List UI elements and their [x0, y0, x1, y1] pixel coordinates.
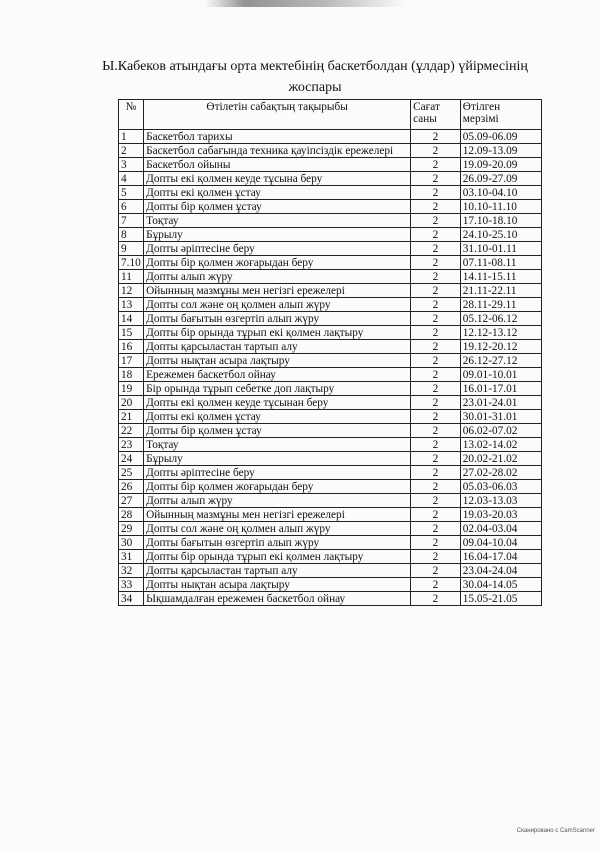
row-hours: 2 — [411, 354, 461, 368]
row-date: 16.04-17.04 — [460, 550, 541, 564]
table-row — [119, 298, 542, 312]
row-number: 22 — [119, 424, 144, 438]
row-number: 13 — [119, 298, 144, 312]
plan-table-body — [119, 130, 542, 606]
row-topic: Допты бір қолмен жоғарыдан беру — [144, 480, 411, 494]
row-hours: 2 — [411, 186, 461, 200]
row-date: 31.10-01.11 — [460, 242, 541, 256]
row-number: 18 — [119, 368, 144, 382]
table-row — [119, 494, 542, 508]
row-number: 15 — [119, 326, 144, 340]
row-hours: 2 — [411, 130, 461, 144]
table-row — [119, 354, 542, 368]
table-row — [119, 144, 542, 158]
row-date: 05.03-06.03 — [460, 480, 541, 494]
table-row — [119, 130, 542, 144]
header-topic — [144, 100, 411, 130]
table-row — [119, 536, 542, 550]
row-topic: Тоқтау — [144, 214, 411, 228]
row-topic: Баскетбол тарихы — [144, 130, 411, 144]
row-hours: 2 — [411, 466, 461, 480]
row-hours: 2 — [411, 214, 461, 228]
row-topic: Допты әріптесіне беру — [144, 242, 411, 256]
row-number: 32 — [119, 564, 144, 578]
plan-table — [118, 99, 542, 606]
row-hours: 2 — [411, 340, 461, 354]
row-number: 21 — [119, 410, 144, 424]
header-topic-label: Өтілетін сабақтың тақырыбы — [206, 101, 348, 113]
header-number: № — [119, 100, 144, 130]
row-number: 3 — [119, 158, 144, 172]
row-date: 30.01-31.01 — [460, 410, 541, 424]
scan-edge-smudge — [205, 0, 405, 7]
scanner-watermark: Сканировано с CamScanner — [516, 828, 595, 834]
table-row — [119, 340, 542, 354]
row-date: 17.10-18.10 — [460, 214, 541, 228]
row-number: 1 — [119, 130, 144, 144]
row-date: 26.09-27.09 — [460, 172, 541, 186]
row-date: 12.09-13.09 — [460, 144, 541, 158]
row-hours: 2 — [411, 200, 461, 214]
row-topic: Допты бір орында тұрып екі қолмен лақтыру — [144, 550, 411, 564]
row-topic: Допты бір қолмен ұстау — [144, 424, 411, 438]
title-line-2: жоспары — [288, 80, 342, 95]
row-hours: 2 — [411, 270, 461, 284]
row-topic: Допты қарсыластан тартып алу — [144, 564, 411, 578]
row-date: 21.11-22.11 — [460, 284, 541, 298]
row-hours: 2 — [411, 284, 461, 298]
row-number: 4 — [119, 172, 144, 186]
row-date: 19.03-20.03 — [460, 508, 541, 522]
document-title — [95, 56, 535, 98]
row-topic: Ойынның мазмұны мен негізгі ережелері — [144, 284, 411, 298]
row-topic: Допты қарсыластан тартып алу — [144, 340, 411, 354]
table-row — [119, 158, 542, 172]
table-row — [119, 480, 542, 494]
row-date: 06.02-07.02 — [460, 424, 541, 438]
row-number: 31 — [119, 550, 144, 564]
table-row — [119, 550, 542, 564]
header-hours-line-2: саны — [413, 113, 437, 125]
row-topic: Бұрылу — [144, 452, 411, 466]
row-date: 09.01-10.01 — [460, 368, 541, 382]
row-number: 7.10 — [119, 256, 144, 270]
row-number: 7 — [119, 214, 144, 228]
row-number: 30 — [119, 536, 144, 550]
row-date: 05.12-06.12 — [460, 312, 541, 326]
row-number: 14 — [119, 312, 144, 326]
row-topic: Ықшамдалған ережемен баскетбол ойнау — [144, 592, 411, 606]
row-date: 19.12-20.12 — [460, 340, 541, 354]
row-hours: 2 — [411, 298, 461, 312]
row-number: 27 — [119, 494, 144, 508]
row-number: 26 — [119, 480, 144, 494]
row-hours: 2 — [411, 536, 461, 550]
table-row — [119, 368, 542, 382]
header-date — [460, 100, 541, 130]
row-number: 8 — [119, 228, 144, 242]
row-topic: Допты нықтан асыра лақтыру — [144, 578, 411, 592]
header-hours — [411, 100, 461, 130]
row-number: 16 — [119, 340, 144, 354]
row-hours: 2 — [411, 550, 461, 564]
row-number: 5 — [119, 186, 144, 200]
row-hours: 2 — [411, 396, 461, 410]
row-date: 28.11-29.11 — [460, 298, 541, 312]
row-topic: Баскетбол сабағында техника қауіпсіздік ережелері — [144, 144, 411, 158]
row-date: 07.11-08.11 — [460, 256, 541, 270]
row-date: 05.09-06.09 — [460, 130, 541, 144]
row-hours: 2 — [411, 368, 461, 382]
row-number: 2 — [119, 144, 144, 158]
table-row — [119, 270, 542, 284]
row-topic: Бір орында тұрып себетке доп лақтыру — [144, 382, 411, 396]
header-hours-line-1: Сағат — [413, 101, 440, 113]
row-date: 23.04-24.04 — [460, 564, 541, 578]
row-topic: Ойынның мазмұны мен негізгі ережелері — [144, 508, 411, 522]
row-topic: Допты әріптесіне беру — [144, 466, 411, 480]
row-topic: Допты алып жүру — [144, 270, 411, 284]
row-date: 26.12-27.12 — [460, 354, 541, 368]
row-date: 30.04-14.05 — [460, 578, 541, 592]
row-hours: 2 — [411, 424, 461, 438]
table-row — [119, 312, 542, 326]
row-topic: Допты бір қолмен ұстау — [144, 200, 411, 214]
row-topic: Допты екі қолмен ұстау — [144, 186, 411, 200]
table-header-row — [119, 100, 542, 130]
table-row — [119, 508, 542, 522]
row-hours: 2 — [411, 494, 461, 508]
row-topic: Ережемен баскетбол ойнау — [144, 368, 411, 382]
row-date: 27.02-28.02 — [460, 466, 541, 480]
row-date: 20.02-21.02 — [460, 452, 541, 466]
row-hours: 2 — [411, 242, 461, 256]
row-hours: 2 — [411, 382, 461, 396]
row-topic: Допты сол және оң қолмен алып жүру — [144, 298, 411, 312]
row-hours: 2 — [411, 564, 461, 578]
row-hours: 2 — [411, 592, 461, 606]
row-number: 17 — [119, 354, 144, 368]
header-date-line-1: Өтілген — [462, 101, 501, 113]
row-date: 09.04-10.04 — [460, 536, 541, 550]
row-hours: 2 — [411, 228, 461, 242]
table-row — [119, 424, 542, 438]
row-number: 33 — [119, 578, 144, 592]
row-hours: 2 — [411, 312, 461, 326]
row-topic: Допты бір орында тұрып екі қолмен лақтыру — [144, 326, 411, 340]
row-number: 34 — [119, 592, 144, 606]
row-number: 23 — [119, 438, 144, 452]
row-date: 16.01-17.01 — [460, 382, 541, 396]
row-hours: 2 — [411, 452, 461, 466]
row-date: 02.04-03.04 — [460, 522, 541, 536]
table-row — [119, 186, 542, 200]
row-topic: Допты екі қолмен ұстау — [144, 410, 411, 424]
table-row — [119, 228, 542, 242]
row-topic: Баскетбол ойыны — [144, 158, 411, 172]
row-hours: 2 — [411, 480, 461, 494]
row-number: 9 — [119, 242, 144, 256]
row-hours: 2 — [411, 158, 461, 172]
row-number: 20 — [119, 396, 144, 410]
row-topic: Бұрылу — [144, 228, 411, 242]
row-date: 15.05-21.05 — [460, 592, 541, 606]
table-row — [119, 382, 542, 396]
row-number: 11 — [119, 270, 144, 284]
row-date: 24.10-25.10 — [460, 228, 541, 242]
table-row — [119, 214, 542, 228]
row-topic: Допты бағытын өзгертіп алып жүру — [144, 312, 411, 326]
table-row — [119, 396, 542, 410]
row-number: 12 — [119, 284, 144, 298]
row-topic: Тоқтау — [144, 438, 411, 452]
row-topic: Допты екі қолмен кеуде тұсына беру — [144, 172, 411, 186]
header-date-line-2: мерзімі — [462, 113, 499, 125]
row-hours: 2 — [411, 522, 461, 536]
row-topic: Допты алып жүру — [144, 494, 411, 508]
row-date: 03.10-04.10 — [460, 186, 541, 200]
row-date: 10.10-11.10 — [460, 200, 541, 214]
row-number: 6 — [119, 200, 144, 214]
table-row — [119, 200, 542, 214]
table-row — [119, 438, 542, 452]
table-row — [119, 452, 542, 466]
row-number: 19 — [119, 382, 144, 396]
row-date: 12.12-13.12 — [460, 326, 541, 340]
row-date: 23.01-24.01 — [460, 396, 541, 410]
table-row — [119, 242, 542, 256]
row-date: 13.02-14.02 — [460, 438, 541, 452]
table-row — [119, 326, 542, 340]
row-date: 19.09-20.09 — [460, 158, 541, 172]
row-hours: 2 — [411, 508, 461, 522]
row-topic: Допты бір қолмен жоғарыдан беру — [144, 256, 411, 270]
row-number: 29 — [119, 522, 144, 536]
row-hours: 2 — [411, 326, 461, 340]
title-line-1: Ы.Кабеков атындағы орта мектебінің баскетболдан (ұлдар) үйірмесінің — [102, 59, 528, 74]
row-hours: 2 — [411, 578, 461, 592]
table-row — [119, 578, 542, 592]
table-row — [119, 410, 542, 424]
row-hours: 2 — [411, 144, 461, 158]
table-row — [119, 564, 542, 578]
table-row — [119, 256, 542, 270]
row-hours: 2 — [411, 438, 461, 452]
row-hours: 2 — [411, 410, 461, 424]
row-number: 25 — [119, 466, 144, 480]
row-topic: Допты нықтан асыра лақтыру — [144, 354, 411, 368]
table-row — [119, 284, 542, 298]
table-row — [119, 466, 542, 480]
table-row — [119, 522, 542, 536]
row-topic: Допты бағытын өзгертіп алып жүру — [144, 536, 411, 550]
row-hours: 2 — [411, 256, 461, 270]
table-row — [119, 592, 542, 606]
row-number: 28 — [119, 508, 144, 522]
row-hours: 2 — [411, 172, 461, 186]
row-topic: Допты екі қолмен кеуде тұсынан беру — [144, 396, 411, 410]
row-topic: Допты сол және оң қолмен алып жүру — [144, 522, 411, 536]
row-date: 14.11-15.11 — [460, 270, 541, 284]
table-row — [119, 172, 542, 186]
row-date: 12.03-13.03 — [460, 494, 541, 508]
row-number: 24 — [119, 452, 144, 466]
